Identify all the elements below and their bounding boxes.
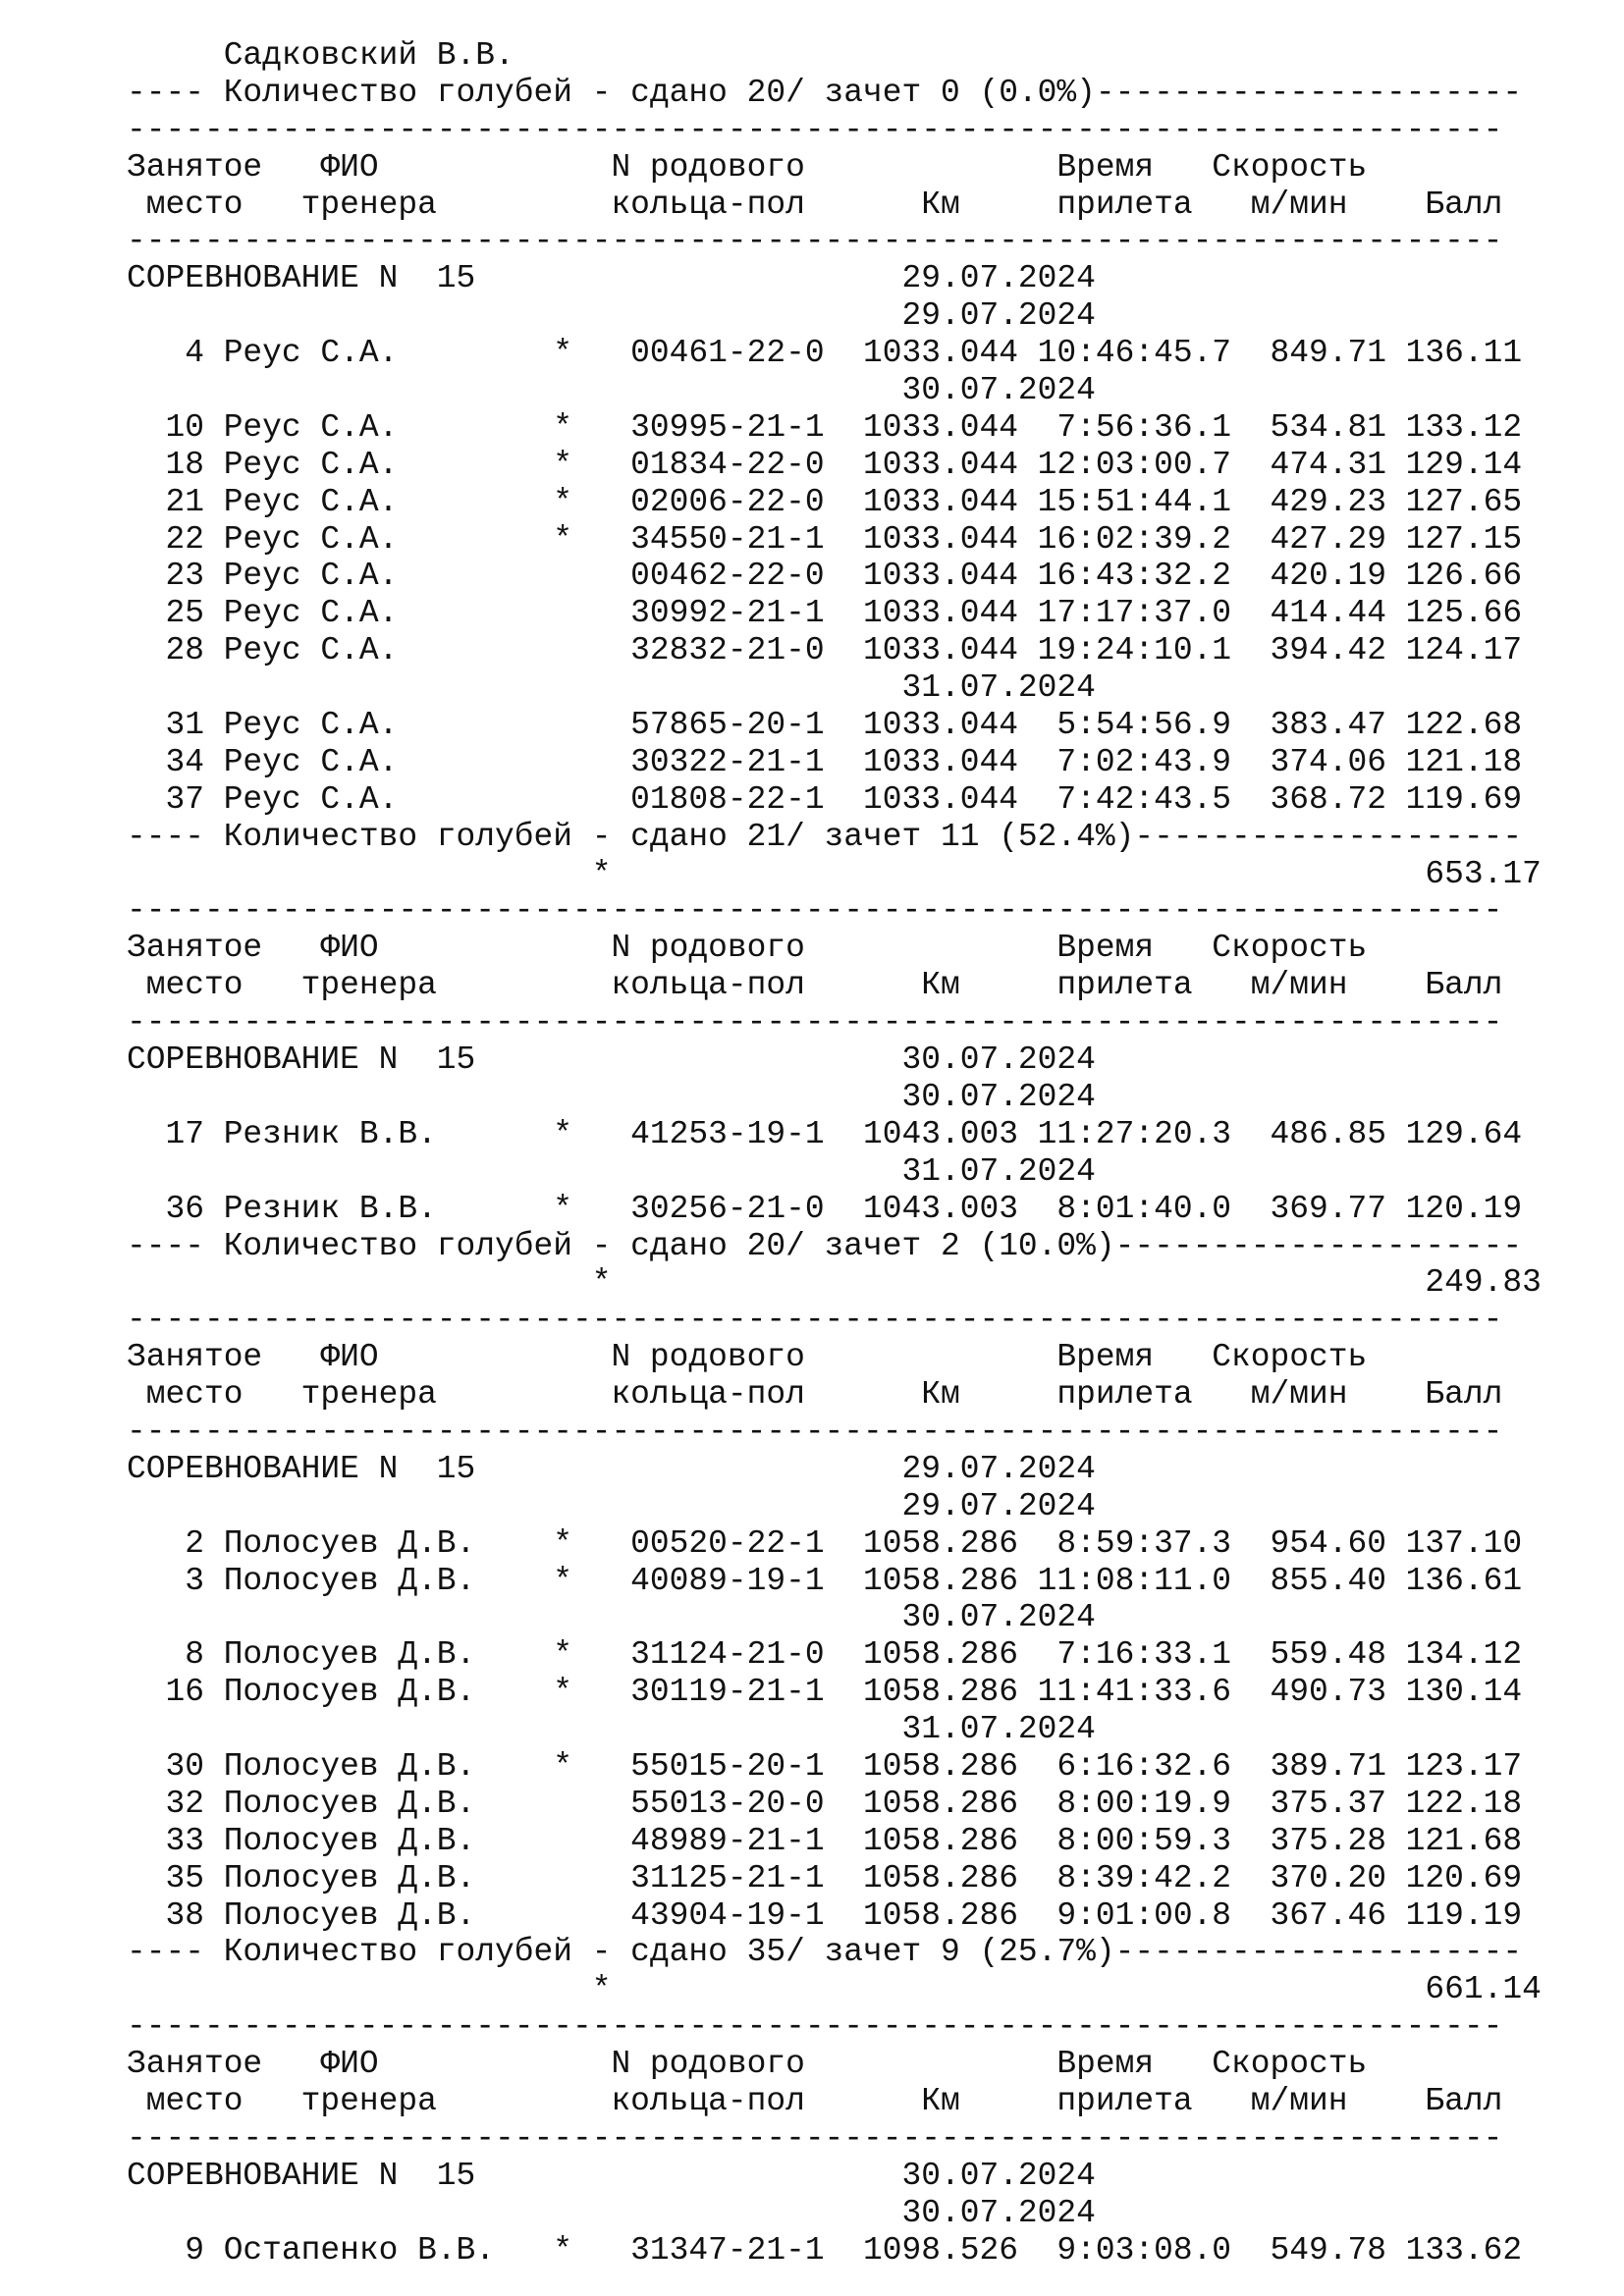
pigeon-count-summary: ---- Количество голубей - сдано 21/ зачет 11 (52.4%)-------------------- [127, 818, 1523, 855]
result-row: 8 Полосуев Д.В. * 31124-21-0 1058.286 7:16:33.1 559.48 134.12 [127, 1636, 1523, 1674]
date-line: 31.07.2024 [127, 1711, 1096, 1748]
competition-title: СОРЕВНОВАНИЕ N 15 29.07.2024 [127, 1450, 1096, 1487]
table-header-line: Занятое ФИО N родового Время Скорость [127, 148, 1368, 186]
result-row: 4 Реус С.А. * 00461-22-0 1033.044 10:46:45.7 849.71 136.11 [127, 335, 1523, 372]
separator-line: ----------------------------------------------------------------------- [127, 111, 1503, 148]
separator-line: ----------------------------------------------------------------------- [127, 2008, 1503, 2046]
pigeon-count-summary: ---- Количество голубей - сдано 35/ зачет 9 (25.7%)--------------------- [127, 1934, 1523, 1971]
result-row: 31 Реус С.А. 57865-20-1 1033.044 5:54:56.9 383.47 122.68 [127, 707, 1523, 744]
competition-title: СОРЕВНОВАНИЕ N 15 30.07.2024 [127, 2157, 1096, 2194]
result-row: 28 Реус С.А. 32832-21-0 1033.044 19:24:10.1 394.42 124.17 [127, 632, 1523, 669]
table-header-line: место тренера кольца-пол Км прилета м/мин Балл [127, 1376, 1503, 1414]
result-row: 18 Реус С.А. * 01834-22-0 1033.044 12:03:00.7 474.31 129.14 [127, 446, 1523, 483]
result-row: 37 Реус С.А. 01808-22-1 1033.044 7:42:43.5 368.72 119.69 [127, 780, 1523, 818]
score-total: * 661.14 [127, 1971, 1542, 2008]
result-row: 16 Полосуев Д.В. * 30119-21-1 1058.286 11:41:33.6 490.73 130.14 [127, 1674, 1523, 1711]
result-row: 10 Реус С.А. * 30995-21-1 1033.044 7:56:36.1 534.81 133.12 [127, 408, 1523, 446]
table-header-line: место тренера кольца-пол Км прилета м/мин Балл [127, 186, 1503, 223]
date-line: 30.07.2024 [127, 1599, 1096, 1636]
separator-line: ----------------------------------------------------------------------- [127, 1004, 1503, 1041]
separator-line: ----------------------------------------------------------------------- [127, 2119, 1503, 2157]
separator-line: ----------------------------------------------------------------------- [127, 1302, 1503, 1339]
result-row: 21 Реус С.А. * 02006-22-0 1033.044 15:51:44.1 429.23 127.65 [127, 483, 1523, 520]
date-line: 29.07.2024 [127, 297, 1096, 335]
table-header-line: место тренера кольца-пол Км прилета м/мин Балл [127, 2082, 1503, 2119]
result-row: 33 Полосуев Д.В. 48989-21-1 1058.286 8:00:59.3 375.28 121.68 [127, 1822, 1523, 1859]
score-total: * 249.83 [127, 1264, 1542, 1302]
owner-summary-line: ---- Количество голубей - сдано 20/ зачет 0 (0.0%)---------------------- [127, 74, 1523, 111]
date-line: 30.07.2024 [127, 2194, 1096, 2231]
competition-title: СОРЕВНОВАНИЕ N 15 30.07.2024 [127, 1041, 1096, 1079]
pigeon-count-summary: ---- Количество голубей - сдано 20/ зачет 2 (10.0%)--------------------- [127, 1227, 1523, 1264]
result-row: 9 Остапенко В.В. * 31347-21-1 1098.526 9:03:08.0 549.78 133.62 [127, 2231, 1523, 2269]
result-row: 17 Резник В.В. * 41253-19-1 1043.003 11:27:20.3 486.85 129.64 [127, 1115, 1523, 1152]
date-line: 30.07.2024 [127, 1078, 1096, 1115]
result-row: 30 Полосуев Д.В. * 55015-20-1 1058.286 6:16:32.6 389.71 123.17 [127, 1747, 1523, 1785]
separator-line: ----------------------------------------------------------------------- [127, 892, 1503, 930]
result-row: 23 Реус С.А. 00462-22-0 1033.044 16:43:32.2 420.19 126.66 [127, 558, 1523, 595]
result-row: 38 Полосуев Д.В. 43904-19-1 1058.286 9:01:00.8 367.46 119.19 [127, 1896, 1523, 1934]
score-total: * 653.17 [127, 855, 1542, 892]
date-line: 31.07.2024 [127, 669, 1096, 707]
date-line: 30.07.2024 [127, 372, 1096, 409]
result-row: 25 Реус С.А. 30992-21-1 1033.044 17:17:37.0 414.44 125.66 [127, 595, 1523, 632]
report-document [127, 37, 1542, 2269]
result-row: 35 Полосуев Д.В. 31125-21-1 1058.286 8:39:42.2 370.20 120.69 [127, 1859, 1523, 1896]
result-row: 22 Реус С.А. * 34550-21-1 1033.044 16:02:39.2 427.29 127.15 [127, 520, 1523, 558]
competition-title: СОРЕВНОВАНИЕ N 15 29.07.2024 [127, 260, 1096, 297]
table-header-line: Занятое ФИО N родового Время Скорость [127, 1339, 1368, 1376]
date-line: 31.07.2024 [127, 1152, 1096, 1190]
separator-line: ----------------------------------------------------------------------- [127, 1413, 1503, 1450]
result-row: 2 Полосуев Д.В. * 00520-22-1 1058.286 8:59:37.3 954.60 137.10 [127, 1524, 1523, 1562]
result-row: 32 Полосуев Д.В. 55013-20-0 1058.286 8:00:19.9 375.37 122.18 [127, 1785, 1523, 1822]
date-line: 29.07.2024 [127, 1487, 1096, 1524]
result-row: 36 Резник В.В. * 30256-21-0 1043.003 8:01:40.0 369.77 120.19 [127, 1190, 1523, 1227]
result-row: 34 Реус С.А. 30322-21-1 1033.044 7:02:43.9 374.06 121.18 [127, 743, 1523, 780]
table-header-line: Занятое ФИО N родового Время Скорость [127, 2046, 1368, 2083]
table-header-line: место тренера кольца-пол Км прилета м/мин Балл [127, 967, 1503, 1004]
table-header-line: Занятое ФИО N родового Время Скорость [127, 930, 1368, 967]
separator-line: ----------------------------------------------------------------------- [127, 223, 1503, 260]
result-row: 3 Полосуев Д.В. * 40089-19-1 1058.286 11:08:11.0 855.40 136.61 [127, 1562, 1523, 1599]
owner-name: Садковский В.В. [127, 37, 514, 74]
